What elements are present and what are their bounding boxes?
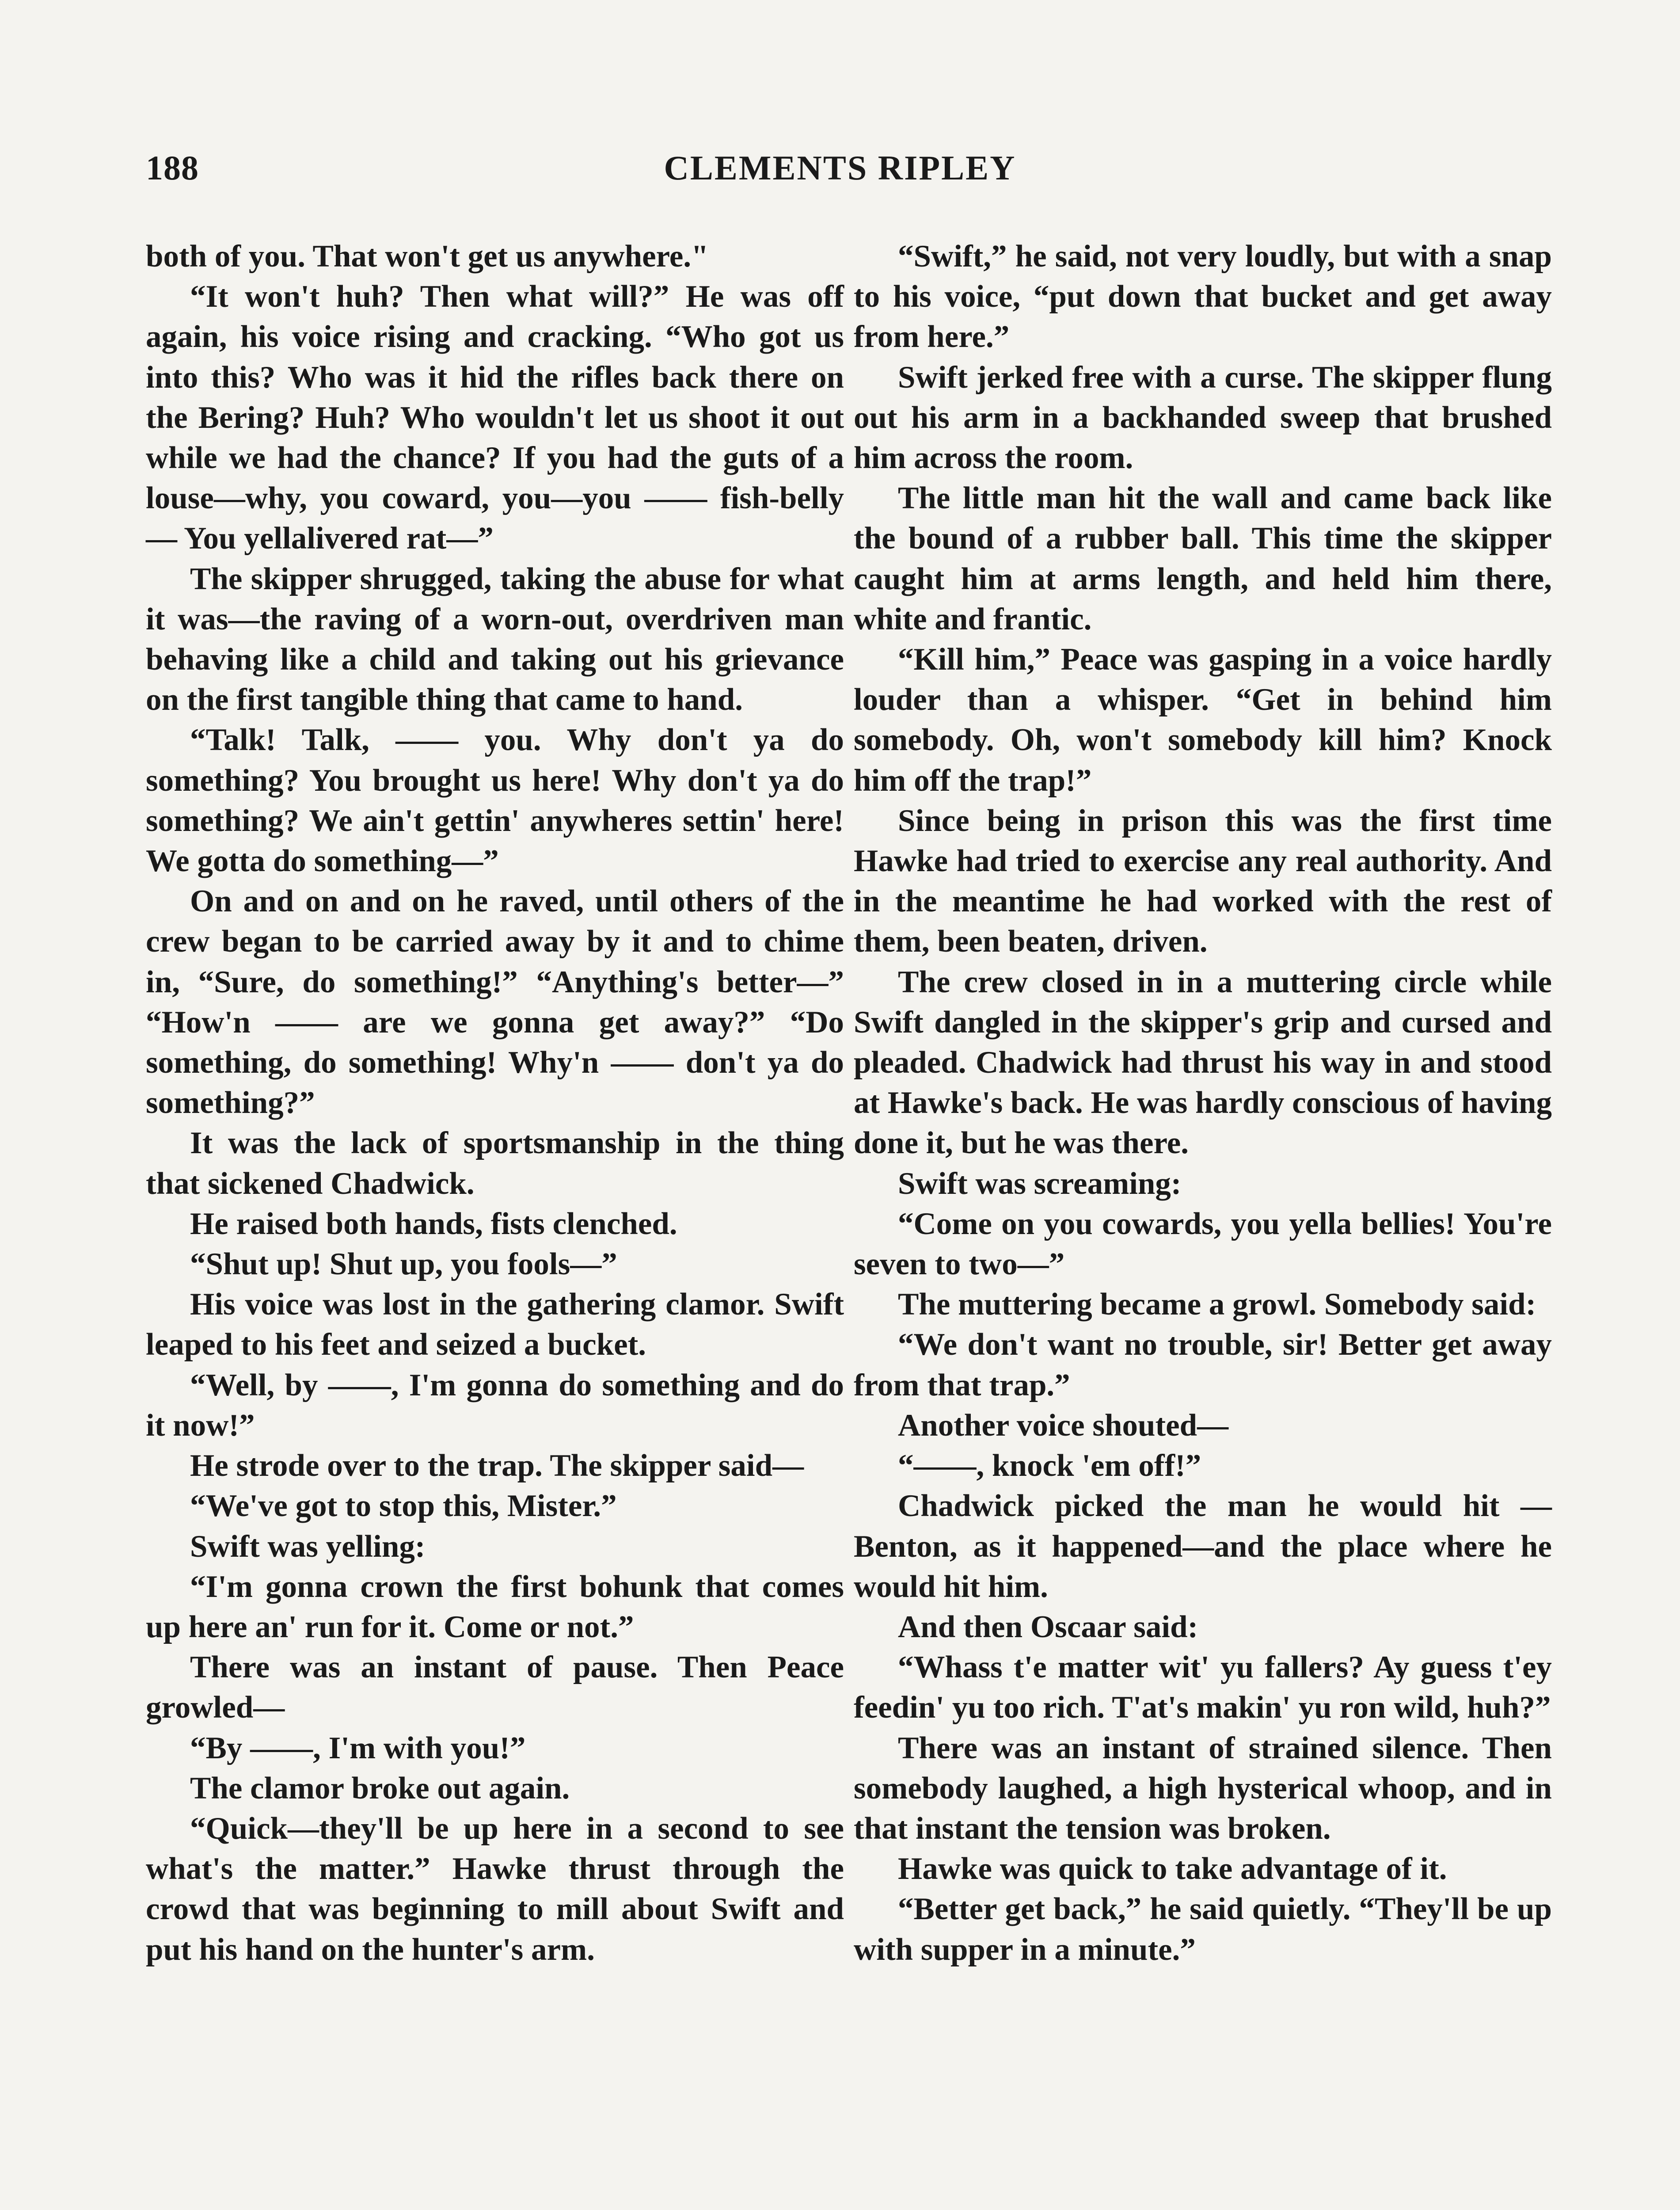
paragraph: There was an instant of pause. Then Peace growled— <box>146 1650 844 1725</box>
paragraph: “——, knock 'em off!” <box>898 1448 1201 1483</box>
paragraph: Swift jerked free with a curse. The skipper flung out his arm in a backhanded sweep that brushed him across the room. <box>854 360 1552 476</box>
left-column <box>146 236 844 1970</box>
paragraph: “We've got to stop this, Mister.” <box>190 1489 617 1524</box>
paragraph: Hawke was quick to take advantage of it. <box>898 1852 1447 1886</box>
paragraph: The skipper shrugged, taking the abuse for what it was—the raving of a worn-out, overdriven man behaving like a child and taking out his grievance on the first tangible thing that came to hand. <box>146 561 844 717</box>
paragraph: Swift was screaming: <box>898 1166 1182 1201</box>
paragraph: And then Oscaar said: <box>898 1609 1198 1644</box>
paragraph: “Better get back,” he said quietly. “They'll be up with supper in a minute.” <box>854 1892 1552 1967</box>
paragraph: Swift was yelling: <box>190 1529 426 1564</box>
paragraph: Since being in prison this was the first time Hawke had tried to exercise any real authority. And in the meantime he had worked with the rest of them, been beaten, driven. <box>854 803 1552 959</box>
paragraph: His voice was lost in the gathering clamor. Swift leaped to his feet and seized a bucket. <box>146 1287 844 1362</box>
paragraph: “It won't huh? Then what will?” He was off again, his voice rising and cracking. “Who got us into this? Who was it hid the rifles back there on the Bering? Huh? Who wouldn't let us shoot it out while we had the chance? If you had the guts of a louse—why, you coward, you—you —— fish-belly— You yellalivered rat—” <box>146 279 844 556</box>
paragraph: “We don't want no trouble, sir! Better get away from that trap.” <box>854 1327 1552 1402</box>
paragraph: “Swift,” he said, not very loudly, but with a snap to his voice, “put down that bucket and get away from here.” <box>854 239 1552 354</box>
paragraph: “Shut up! Shut up, you fools—” <box>190 1247 617 1282</box>
paragraph: “Kill him,” Peace was gasping in a voice hardly louder than a whisper. “Get in behind him somebody. Oh, won't somebody kill him? Knock him off the trap!” <box>854 642 1552 798</box>
paragraph: Another voice shouted— <box>898 1408 1229 1443</box>
paragraph: “Whass t'e matter wit' yu fallers? Ay guess t'ey feedin' yu too rich. T'at's makin' yu ron wild, huh?” <box>854 1650 1552 1725</box>
running-head: CLEMENTS RIPLEY <box>664 149 1016 187</box>
paragraph: It was the lack of sportsmanship in the thing that sickened Chadwick. <box>146 1126 844 1201</box>
paragraph: “By ——, I'm with you!” <box>190 1730 526 1765</box>
paragraph: The little man hit the wall and came back like the bound of a rubber ball. This time the skipper caught him at arms length, and held him there, white and frantic. <box>854 481 1552 636</box>
page-number: 188 <box>146 149 199 187</box>
paragraph: There was an instant of strained silence. Then somebody laughed, a high hysterical whoop, and in that instant the tension was broken. <box>854 1730 1552 1846</box>
paragraph: The clamor broke out again. <box>190 1771 570 1806</box>
paragraph: “Quick—they'll be up here in a second to see what's the matter.” Hawke thrust through the crowd that was beginning to mill about Swift and put his hand on the hunter's arm. <box>146 1811 844 1967</box>
paragraph: Chadwick picked the man he would hit —Benton, as it happened—and the place where he would hit him. <box>854 1489 1552 1604</box>
paragraph: “Well, by ——, I'm gonna do something and do it now!” <box>146 1368 844 1443</box>
paragraph: The crew closed in in a muttering circle while Swift dangled in the skipper's grip and cursed and pleaded. Chadwick had thrust his way in and stood at Hawke's back. He was hardly conscious of having done it, but he was there. <box>854 964 1552 1161</box>
paragraph: On and on and on he raved, until others of the crew began to be carried away by it and to chime in, “Sure, do something!” “Anything's better—” “How'n —— are we gonna get away?” “Do something, do something! Why'n —— don't ya do something?” <box>146 884 844 1120</box>
paragraph: both of you. That won't get us anywhere." <box>146 239 709 274</box>
page-header <box>146 148 1534 197</box>
paragraph: “I'm gonna crown the first bohunk that comes up here an' run for it. Come or not.” <box>146 1569 844 1644</box>
paragraph: He strode over to the trap. The skipper said— <box>190 1448 804 1483</box>
paragraph: “Talk! Talk, —— you. Why don't ya do something? You brought us here! Why don't ya do something? We ain't gettin' anywheres settin' here! We gotta do something—” <box>146 723 844 879</box>
paragraph: The muttering became a growl. Somebody said: <box>898 1287 1536 1322</box>
right-column <box>854 236 1552 1970</box>
paragraph: He raised both hands, fists clenched. <box>190 1206 677 1241</box>
paragraph: “Come on you cowards, you yella bellies! You're seven to two—” <box>854 1206 1552 1282</box>
